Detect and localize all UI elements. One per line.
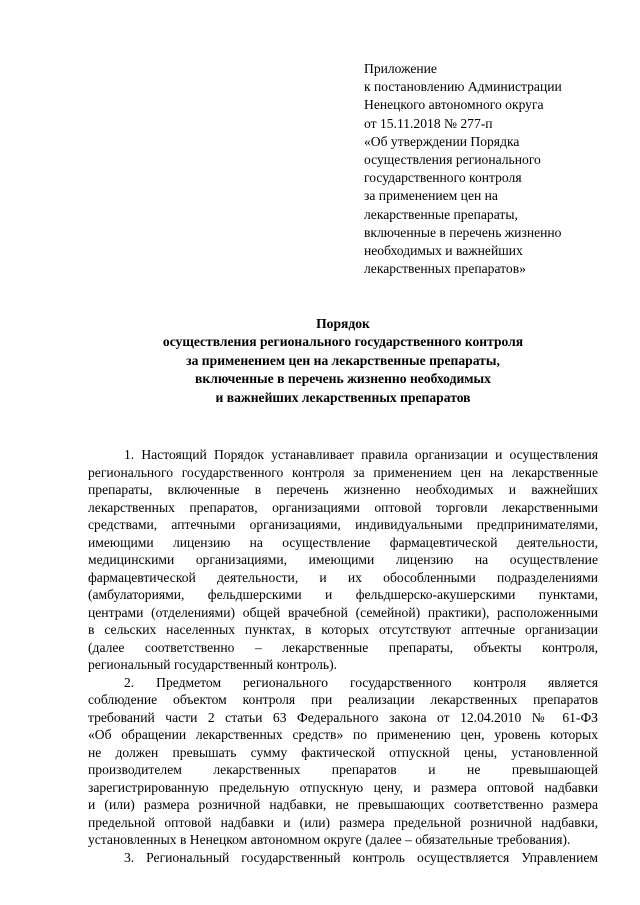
paragraph-line: региональный государственный контроль). bbox=[88, 657, 338, 672]
appendix-line: государственного контроля bbox=[364, 170, 522, 186]
appendix-line: Ненецкого автономного округа bbox=[364, 97, 544, 113]
paragraph-3 bbox=[88, 849, 598, 867]
appendix-line: лекарственные препараты, bbox=[364, 206, 518, 222]
paragraph-line: средствами, аптечными организациями, индивидуальными предпринимателями, bbox=[88, 517, 598, 532]
appendix-line: «Об утверждении Порядка bbox=[364, 133, 520, 149]
title-line: включенные в перечень жизненно необходимых bbox=[195, 371, 491, 387]
paragraph-1 bbox=[88, 446, 598, 674]
title-line: и важнейших лекарственных препаратов bbox=[215, 389, 471, 405]
document-body bbox=[88, 446, 598, 866]
paragraph-line: предельной оптовой надбавки и (или) размера предельной розничной надбавки, bbox=[88, 814, 598, 830]
paragraph-line: медицинскими организациями, имеющими лицензию на осуществление bbox=[88, 552, 598, 567]
paragraph-line: 2. Предметом регионального государственного контроля является bbox=[124, 674, 598, 690]
appendix-header bbox=[364, 60, 614, 278]
appendix-line: к постановлению Администрации bbox=[364, 79, 562, 95]
paragraph-line: фармацевтической деятельности, и их обособленными подразделениями bbox=[88, 569, 598, 585]
paragraph-line: в сельских населенных пунктах, в которых отсутствуют аптечные организации bbox=[88, 622, 598, 637]
appendix-line: лекарственных препаратов» bbox=[364, 261, 526, 277]
paragraph-line: «Об обращении лекарственных средств» по применению цен, уровень которых bbox=[88, 727, 598, 742]
appendix-line: за применением цен на bbox=[364, 188, 498, 204]
document-title bbox=[88, 315, 598, 407]
appendix-line: осуществления регионального bbox=[364, 152, 541, 168]
title-line: Порядок bbox=[316, 316, 370, 331]
paragraph-line: регионального государственного контроля за применением цен на лекарственные bbox=[88, 464, 598, 480]
paragraph-line: производителем лекарственных препаратов и не превышающей bbox=[88, 762, 598, 777]
paragraph-line: лекарственных препаратов, организациями оптовой торговли лекарственными bbox=[88, 499, 598, 515]
paragraph-line: и (или) размера розничной надбавки, не превышающих соответственно размера bbox=[88, 797, 598, 812]
appendix-line: включенные в перечень жизненно bbox=[364, 224, 562, 240]
appendix-line: от 15.11.2018 № 277-п bbox=[364, 115, 493, 131]
paragraph-line: (далее соответственно – лекарственные препараты, объекты контроля, bbox=[88, 639, 598, 655]
paragraph-line: 1. Настоящий Порядок устанавливает правила организации и осуществления bbox=[124, 447, 598, 462]
title-line: осуществления регионального государственного контроля bbox=[162, 334, 524, 350]
paragraph-line: установленных в Ненецком автономном округе (далее – обязательные требования). bbox=[88, 832, 571, 847]
paragraph-line: имеющими лицензию на осуществление фармацевтической деятельности, bbox=[88, 534, 598, 550]
paragraph-line: требований части 2 статьи 63 Федерального закона от 12.04.2010 № 61-ФЗ bbox=[88, 709, 598, 725]
paragraph-2 bbox=[88, 674, 598, 849]
paragraph-line: 3. Региональный государственный контроль осуществляется Управлением bbox=[124, 849, 598, 865]
paragraph-line: соблюдение объектом контроля при реализации лекарственных препаратов bbox=[88, 692, 598, 707]
title-line: за применением цен на лекарственные препараты, bbox=[186, 352, 500, 368]
paragraph-line: препараты, включенные в перечень жизненно необходимых и важнейших bbox=[88, 482, 598, 497]
paragraph-line: зарегистрированную предельную отпускную цену, и размера оптовой надбавки bbox=[88, 779, 598, 795]
paragraph-line: (амбулаториями, фельдшерскими и фельдшерско-акушерскими пунктами, bbox=[88, 587, 598, 602]
appendix-line: необходимых и важнейших bbox=[364, 243, 523, 259]
paragraph-line: центрами (отделениями) общей врачебной (семейной) практики), расположенными bbox=[88, 604, 598, 620]
paragraph-line: не должен превышать сумму фактической отпускной цены, установленной bbox=[88, 744, 598, 760]
appendix-line: Приложение bbox=[364, 61, 437, 76]
